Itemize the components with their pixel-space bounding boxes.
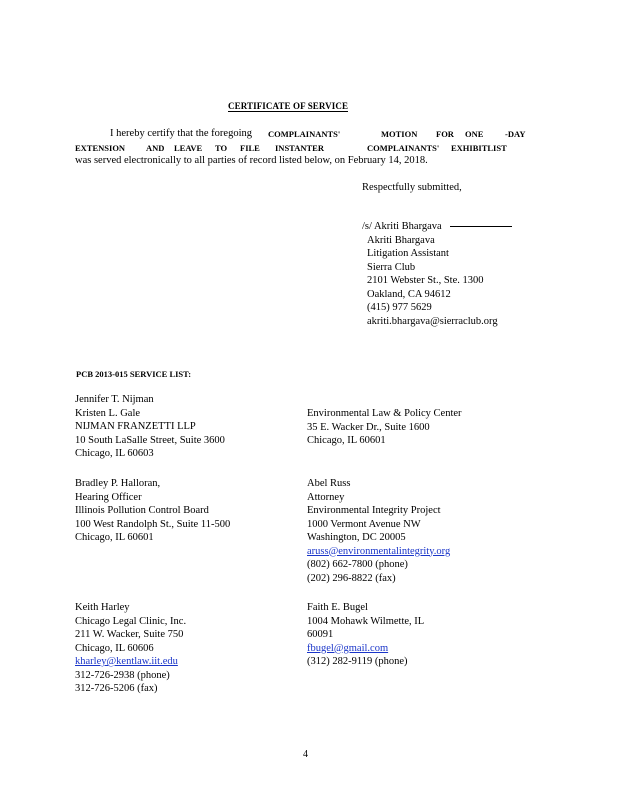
signature-block [362, 220, 512, 328]
signer-org: Sierra Club [367, 261, 416, 273]
signer-street: 2101 Webster St., Ste. 1300 [367, 275, 484, 286]
contact-line: NIJMAN FRANZETTI LLP [75, 421, 196, 432]
intro-line2-caps7: COMPLAINANTS' [367, 143, 440, 153]
intro-line1-caps2: MOTION [381, 129, 418, 139]
contact-line: 211 W. Wacker, Suite 750 [75, 629, 184, 640]
contact-line: 1000 Vermont Avenue NW [307, 518, 421, 530]
intro-line2-caps4: TO [215, 143, 228, 153]
contact-line: 60091 [307, 629, 334, 640]
contact-line: Illinois Pollution Control Board [75, 505, 209, 516]
contact-line: 100 West Randolph St., Suite 11-500 [75, 518, 231, 530]
contact-line: Bradley P. Halloran, [75, 478, 161, 489]
signer-city: Oakland, CA 94612 [367, 288, 451, 300]
intro-line1-caps5: -DAY [505, 129, 526, 139]
contact-line: Jennifer T. Nijman [75, 394, 154, 405]
contact-fax: (202) 296-8822 (fax) [307, 572, 396, 584]
harley-email-link[interactable]: kharley@kentlaw.iit.edu [75, 656, 178, 667]
contact-line: Chicago Legal Clinic, Inc. [75, 615, 187, 627]
intro-line1-caps1: COMPLAINANTS' [268, 129, 341, 139]
signer-role: Litigation Assistant [367, 248, 449, 259]
contact-nijman [75, 393, 225, 461]
contact-line: Environmental Law & Policy Center [307, 408, 462, 419]
intro-line2-caps1: EXTENSION [75, 143, 126, 153]
signature-underline [450, 225, 512, 227]
intro-line1-caps4: ONE [465, 129, 484, 139]
intro-line3: was served electronically to all parties of record listed below, on February 14, 2018. [75, 155, 428, 166]
contact-line: Chicago, IL 60606 [75, 642, 154, 654]
intro-line1-text: I hereby certify that the foregoing [110, 128, 252, 139]
contact-line: Chicago, IL 60603 [75, 448, 154, 459]
contact-elpc [307, 407, 462, 448]
russ-email-link[interactable]: aruss@environmentalintegrity.org [307, 545, 451, 557]
contact-line: 10 South LaSalle Street, Suite 3600 [75, 434, 225, 446]
contact-line: Chicago, IL 60601 [75, 532, 154, 543]
signature-line-text: /s/ Akriti Bhargava [362, 221, 442, 232]
intro-line1-caps3: FOR [436, 129, 454, 139]
intro-line2-caps5: FILE [240, 143, 260, 153]
bugel-email-link[interactable]: fbugel@gmail.com [307, 642, 389, 654]
contact-bugel [307, 601, 424, 669]
contact-line: Chicago, IL 60601 [307, 435, 386, 446]
contact-phone: (312) 282-9119 (phone) [307, 656, 408, 667]
contact-line: Faith E. Bugel [307, 602, 368, 613]
signer-name: Akriti Bhargava [367, 234, 435, 246]
contact-phone: 312-726-2938 (phone) [75, 669, 170, 681]
page-title: CERTIFICATE OF SERVICE [228, 101, 349, 111]
contact-line: Kristen L. Gale [75, 407, 141, 419]
contact-line: 1004 Mohawk Wilmette, IL [307, 615, 425, 627]
contact-line: 35 E. Wacker Dr., Suite 1600 [307, 421, 430, 433]
contact-harley [75, 601, 186, 696]
closing-text: Respectfully submitted, [362, 182, 462, 193]
intro-line2-caps8: EXHIBITLIST [451, 143, 507, 153]
signer-phone: (415) 977 5629 [367, 302, 432, 313]
intro-line2-caps3: LEAVE [174, 143, 203, 153]
page-number: 4 [303, 749, 308, 760]
service-list-heading: PCB 2013-015 SERVICE LIST: [76, 369, 192, 379]
intro-line2-caps6: INSTANTER [275, 143, 324, 153]
contact-line: Keith Harley [75, 602, 130, 613]
intro-line2-caps2: AND [146, 143, 165, 153]
contact-line: Environmental Integrity Project [307, 505, 441, 516]
contact-line: Washington, DC 20005 [307, 532, 406, 543]
contact-fax: 312-726-5206 (fax) [75, 683, 158, 694]
contact-russ [307, 477, 450, 585]
contact-phone: (802) 662-7800 (phone) [307, 559, 408, 570]
contact-line: Attorney [307, 491, 345, 503]
contact-halloran [75, 477, 230, 545]
contact-line: Abel Russ [307, 478, 351, 489]
contact-line: Hearing Officer [75, 491, 142, 503]
signer-email: akriti.bhargava@sierraclub.org [367, 315, 498, 327]
